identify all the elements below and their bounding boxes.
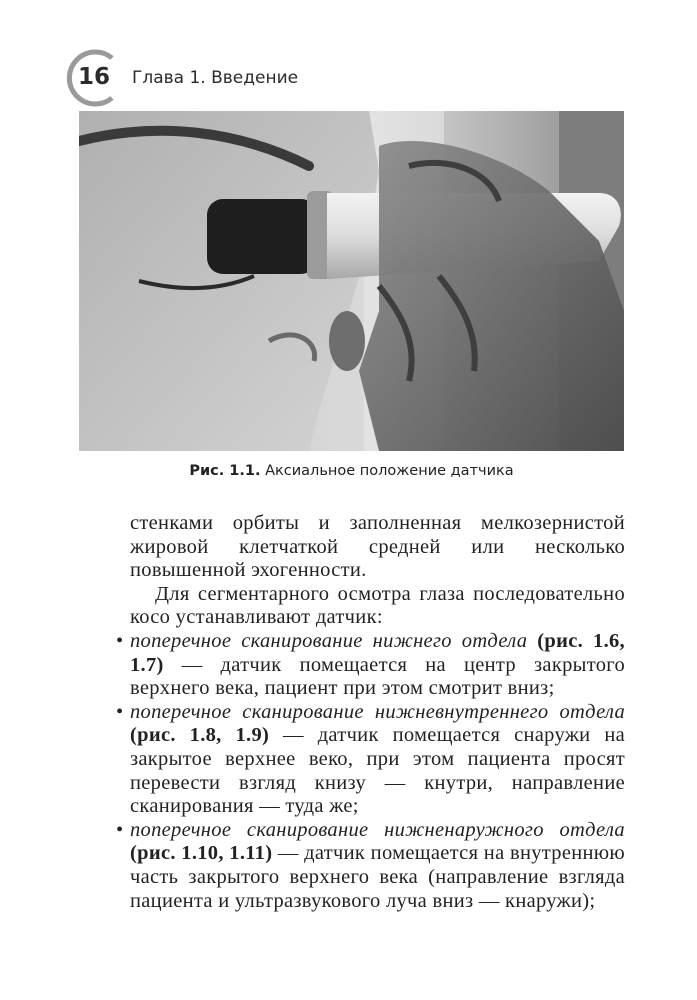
list-item bbox=[116, 818, 626, 913]
paragraph-1: стенками орбиты и заполненная мелкозернистой жировой клетчаткой средней или несколько повышенной эхогенности. bbox=[130, 512, 625, 582]
list-item-term: поперечное сканирование нижневнутреннего отдела bbox=[130, 700, 625, 723]
list-item-text: — датчик помещается снаружи на закрытое верхнее веко, при этом пациента просят перевести взгляд книзу — кнутри, направление сканирования — туда же; bbox=[130, 724, 626, 818]
chapter-title: Глава 1. Введение bbox=[132, 68, 299, 88]
list-item bbox=[116, 700, 626, 819]
page-number: 16 bbox=[78, 64, 111, 90]
list-item-term: поперечное сканирование нижнего отдела bbox=[130, 629, 528, 652]
page-header bbox=[64, 48, 484, 108]
figure-photo bbox=[79, 111, 624, 451]
bullet-icon: • bbox=[116, 700, 124, 723]
caption-label: Рис. 1.1. bbox=[189, 463, 261, 479]
body-text bbox=[116, 512, 626, 913]
paragraph-2: Для сегментарного осмотра глаза последовательно косо устанавливают датчик: bbox=[130, 582, 625, 629]
list-item bbox=[116, 629, 625, 701]
bullet-icon: • bbox=[116, 629, 124, 652]
figure-caption bbox=[79, 463, 624, 479]
list-item-text: — датчик помещается на внутреннюю часть закрытого верхнего века (направление взгляда пациента и ультразвукового луча вниз — кнаружи); bbox=[130, 842, 626, 912]
photo-probe-on-eye bbox=[79, 111, 624, 451]
figure-reference: (рис. 1.8, 1.9) bbox=[130, 724, 270, 747]
caption-text: Аксиальное положение датчика bbox=[260, 463, 514, 479]
bullet-icon: • bbox=[116, 818, 124, 841]
scan-list bbox=[116, 629, 626, 913]
figure-reference: (рис. 1.10, 1.11) bbox=[130, 842, 273, 865]
list-item-text: — датчик помещается на центр закрытого верхнего века, пациент при этом смотрит вниз; bbox=[130, 653, 625, 700]
figure-reference: (рис. 1.6, 1.7) bbox=[130, 629, 625, 676]
list-item-term: поперечное сканирование нижненаружного отдела bbox=[130, 818, 625, 841]
